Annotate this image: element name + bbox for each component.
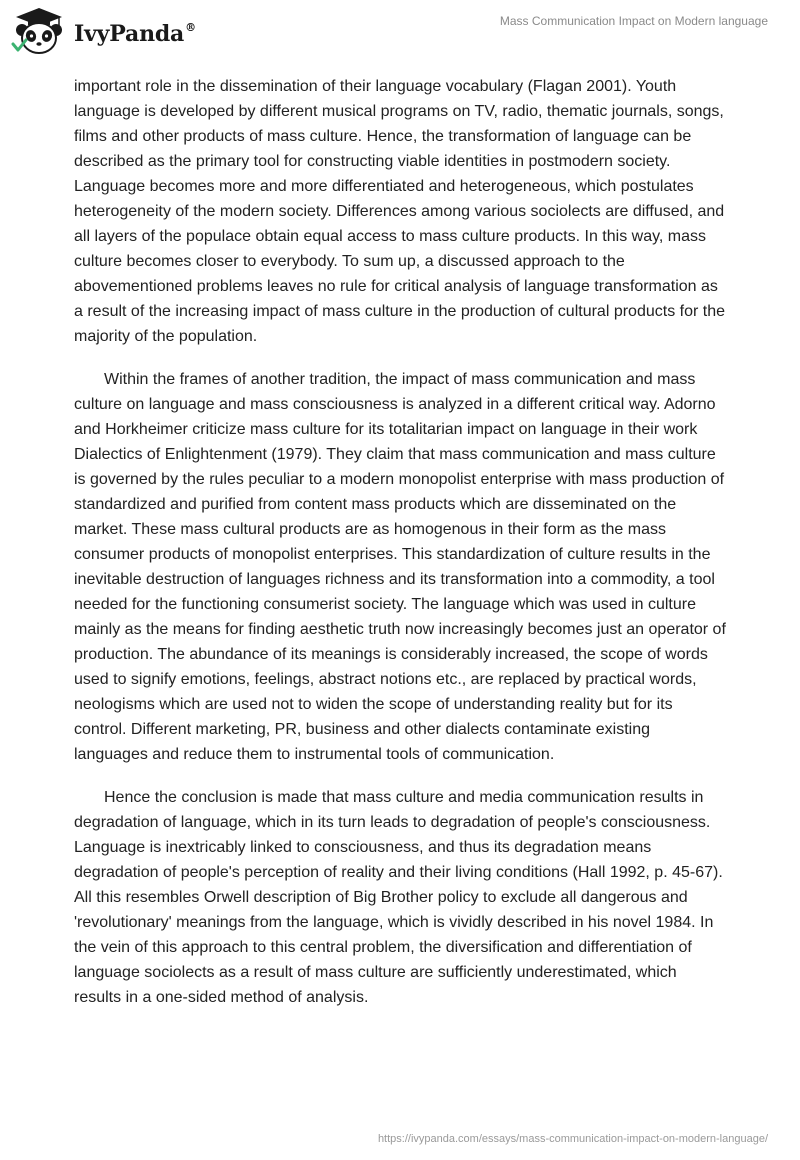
paragraph: Within the frames of another tradition, the impact of mass communication and mass culture on language and mass consciousness is analyzed in a different critical way. Adorno and Horkheimer criticize mass culture for its totalitarian impact on language in their work Dialectics of Enlightenment (1979). They claim that mass communication and mass culture is governed by the rules peculiar to a modern monopolist enterprise with mass production of standardized and purified from content mass products which are disseminated on the market. These mass cultural products are as homogenous in their form as the mass consumer products of monopolist enterprises. This standardization of culture results in the inevitable destruction of languages richness and its transformation into a commodity, a tool needed for the functioning consumerist society. The language which was used in culture mainly as the means for finding aesthetic truth now increasingly becomes just an operator of production. The abundance of its meanings is considerably increased, the scope of words used to signify emotions, feelings, abstract notions etc., are replaced by practical words, neologisms which are used not to widen the scope of understanding reality but for its control. Different marketing, PR, business and other dialects contaminate existing languages and reduce them to instrumental tools of communication.	[74, 371, 726, 763]
panda-graduate-icon	[10, 6, 68, 56]
essay-body	[74, 74, 726, 1028]
registered-mark: ®	[185, 20, 196, 34]
source-url[interactable]: https://ivypanda.com/essays/mass-communication-impact-on-modern-language/	[377, 1133, 768, 1145]
paragraph: Hence the conclusion is made that mass culture and media communication results in degradation of language, which in its turn leads to degradation of people's consciousness. Language is inextricably linked to consciousness, and thus its degradation means degradation of people's perception of reality and their living conditions (Hall 1992, p. 45-67). All this resembles Orwell description of Big Brother policy to exclude all dangerous and 'revolutionary' meanings from the language, which is vividly described in his novel 1984. In the vein of this approach to this central problem, the diversification and differentiation of language sociolects as a result of mass culture are sufficiently underestimated, which results in a one-sided method of analysis.	[74, 789, 723, 1006]
paragraph-continued: important role in the dissemination of their language vocabulary (Flagan 2001). Youth language is developed by different musical programs on TV, radio, thematic journals, songs, films and other products of mass culture. Hence, the transformation of language can be described as the primary tool for constructing viable identities in postmodern society. Language becomes more and more differentiated and heterogeneous, which postulates heterogeneity of the modern society. Differences among various sociolects are diffused, and all layers of the populace obtain equal access to mass culture products. In this way, mass culture becomes closer to everybody. To sum up, a discussed approach to the abovementioned problems leaves no rule for critical analysis of language transformation as a result of the increasing impact of mass culture in the production of cultural products for the majority of the population.	[74, 78, 725, 345]
brand-logo[interactable]	[10, 6, 196, 56]
document-title: Mass Communication Impact on Modern language	[499, 14, 768, 28]
brand-name: IvyPanda®	[74, 20, 196, 47]
page-header	[0, 0, 800, 70]
